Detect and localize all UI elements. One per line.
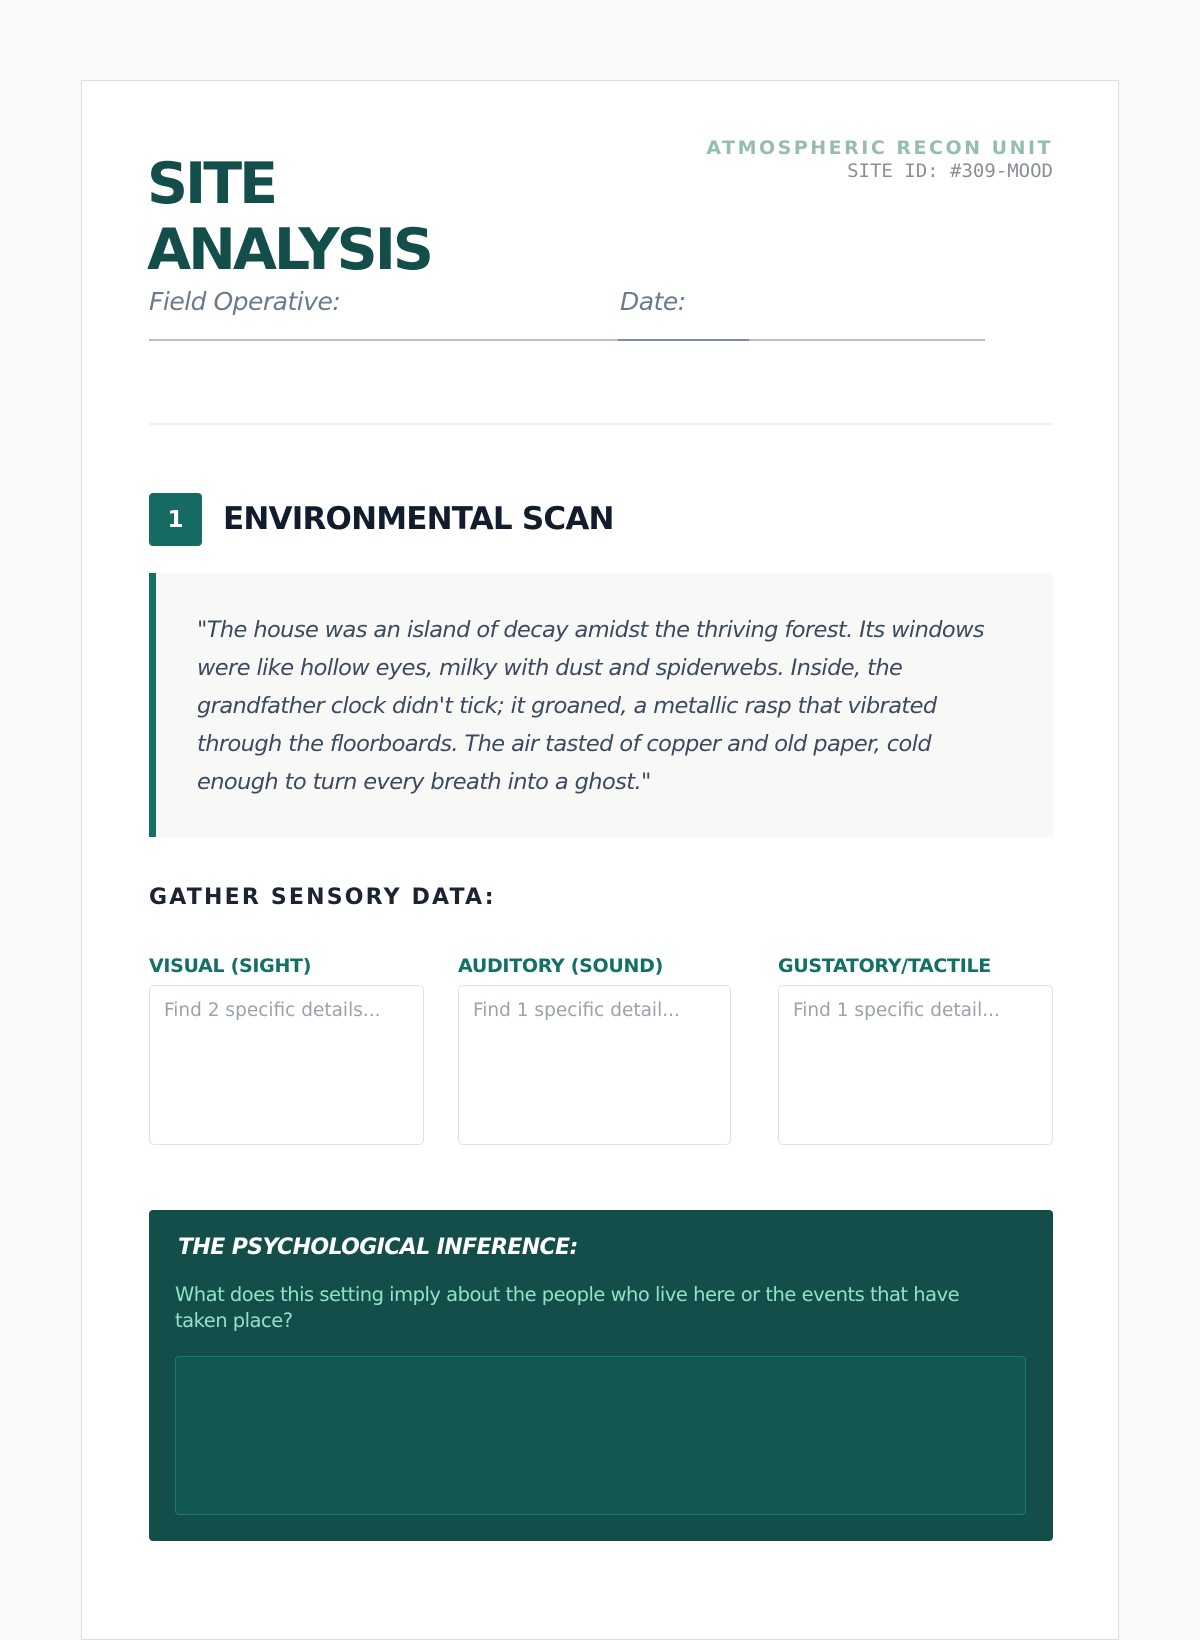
operative-date-row	[149, 287, 1053, 357]
unit-badge	[706, 137, 1053, 183]
auditory-column	[458, 953, 733, 979]
auditory-input[interactable]	[458, 985, 731, 1145]
section-header	[149, 493, 1053, 547]
gustatory-column	[778, 953, 1053, 979]
gustatory-label: GUSTATORY/TACTILE	[778, 955, 991, 977]
date-label: Date:	[620, 287, 686, 316]
site-id: SITE ID: #309-MOOD	[847, 160, 1053, 182]
header-divider	[149, 423, 1053, 425]
visual-label: VISUAL (SIGHT)	[149, 955, 312, 977]
operative-line[interactable]	[149, 339, 618, 341]
date-line-accent[interactable]	[618, 339, 749, 341]
worksheet-page	[81, 80, 1119, 1640]
section-number-badge: 1	[149, 493, 202, 546]
title-line-2: ANALYSIS	[147, 217, 431, 283]
inference-answer-input[interactable]	[175, 1356, 1026, 1515]
title-line-1: SITE	[147, 151, 276, 217]
page-title	[147, 151, 507, 283]
inference-panel	[149, 1210, 1053, 1541]
excerpt-quote	[149, 573, 1053, 837]
gather-sensory-heading: GATHER SENSORY DATA:	[149, 885, 496, 910]
date-line[interactable]	[749, 339, 985, 341]
unit-name: ATMOSPHERIC RECON UNIT	[706, 137, 1053, 159]
visual-column	[149, 953, 424, 979]
operative-label: Field Operative:	[149, 287, 341, 316]
gustatory-input[interactable]	[778, 985, 1053, 1145]
visual-input[interactable]	[149, 985, 424, 1145]
inference-title: THE PSYCHOLOGICAL INFERENCE:	[178, 1235, 578, 1260]
auditory-label: AUDITORY (SOUND)	[458, 955, 663, 977]
section-title: ENVIRONMENTAL SCAN	[223, 501, 614, 537]
inference-question: What does this setting imply about the people who live here or the events that have taken place?	[175, 1283, 960, 1332]
excerpt-text: "The house was an island of decay amidst the thriving forest. Its windows were like hollow eyes, milky with dust and spiderwebs. Inside, the grandfather clock didn't tick; it groaned, a metallic rasp that vibrated through the floorboards. The air tasted of copper and old paper, cold enough to turn every breath into a ghost."	[197, 617, 985, 795]
